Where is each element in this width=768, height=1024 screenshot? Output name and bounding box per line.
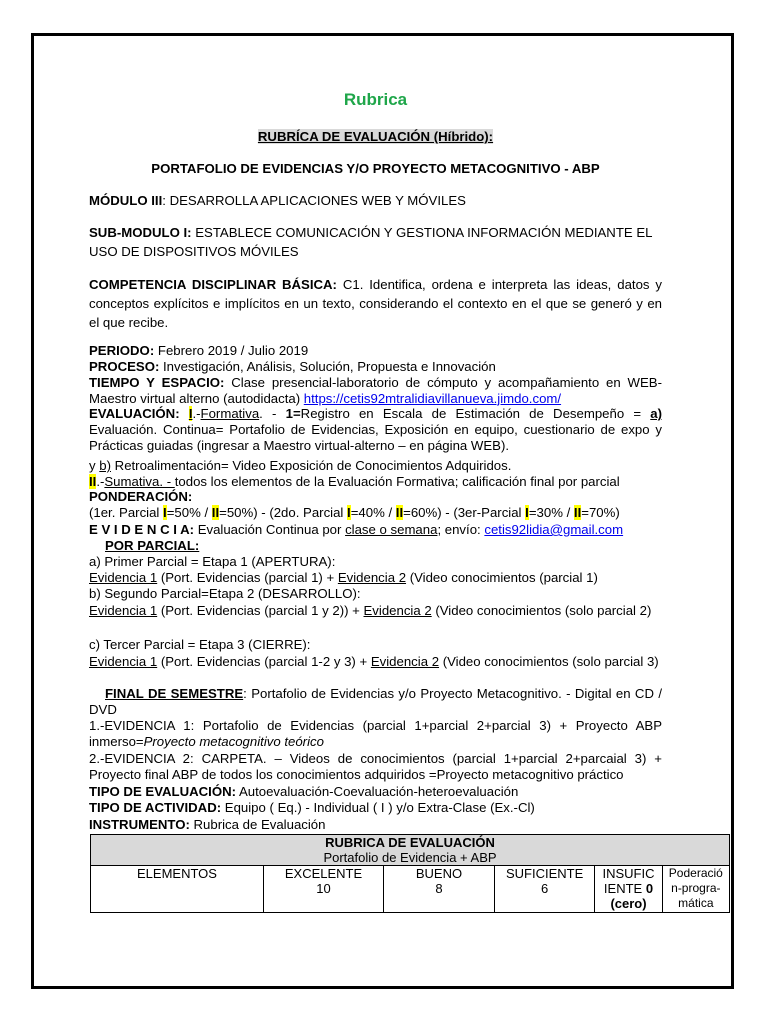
table-subtitle: Portafolio de Evidencia + ABP [323, 850, 497, 865]
competencia-text: C1. Identifica, ordena e interpreta las ideas, datos y conceptos explícitos e implícitos en un texto, considerando el contexto en el que se generó y en el que recibe. [89, 277, 662, 330]
header-ponderacion-line-2: n-progra- [671, 881, 721, 895]
parcial-b-line: b) Segundo Parcial=Etapa 2 (DESARROLLO): [89, 586, 361, 601]
c-ev-text-2: (Video conocimientos (solo parcial 3) [439, 654, 659, 669]
a-ev-text-2: (Video conocimientos (parcial 1) [406, 570, 598, 585]
b-ev-text-2: (Video conocimientos (solo parcial 2) [431, 603, 652, 618]
proceso-text: Investigación, Análisis, Solución, Propuesta e Innovación [159, 359, 496, 374]
evidencia-line [89, 522, 662, 538]
header-bueno-label: BUENO [415, 866, 463, 881]
tipo-evaluacion-line [89, 784, 662, 800]
header-insuficiente-cero: (cero) [610, 896, 647, 911]
tiempo-label: TIEMPO Y ESPACIO: [89, 375, 225, 390]
eval-roman-two: II [89, 474, 97, 489]
a-ev-text-1: (Port. Evidencias (parcial 1) + [157, 570, 338, 585]
final-semestre-text: : Portafolio de Evidencias y/o Proyecto Metacognitivo. - Digital en CD / DVD [89, 686, 663, 717]
b-ev-text-1: (Port. Evidencias (parcial 1 y 2)) + [157, 603, 364, 618]
pond-part-6: =30% / [528, 505, 574, 520]
submodulo-text: ESTABLECE COMUNICACIÓN Y GESTIONA INFORMACIÓN MEDIANTE EL USO DE DISPOSITIVOS MÓVILES [89, 225, 652, 259]
periodo-line [89, 343, 662, 359]
a-evidencia-1: Evidencia 1 [89, 570, 158, 585]
eval-one: 1= [285, 406, 301, 421]
pond-ii-2: II [395, 505, 404, 520]
eval-dash: . - [259, 406, 286, 421]
instrumento-text: Rubrica de Evaluación [189, 817, 326, 832]
tipo-actividad-label: TIPO DE ACTIVIDAD: [89, 800, 222, 815]
table-title-row [91, 835, 730, 866]
retro-line [89, 458, 662, 474]
pond-part-4: =40% / [350, 505, 396, 520]
final-semestre-block [89, 686, 662, 718]
retro-y: y [89, 458, 100, 473]
header-elementos [91, 866, 264, 913]
retro-text: Retroalimentación= Video Exposición de Conocimientos Adquiridos. [111, 458, 512, 473]
competencia-block [89, 275, 662, 332]
c-evidencia-2: Evidencia 2 [370, 654, 440, 669]
modulo-text: : DESARROLLA APLICACIONES WEB Y MÓVILES [162, 193, 466, 208]
pond-part-7: =70%) [581, 505, 620, 520]
final-semestre-label: FINAL DE SEMESTRE [105, 686, 244, 701]
tiempo-text: Clase presencial-laboratorio de cómputo y acompañamiento en WEB-Maestro virtual alterno (autodidacta) [89, 375, 662, 406]
header-insuficiente [595, 866, 662, 913]
evidencia-text: Evaluación Continua por [194, 522, 346, 537]
table-title-cell [91, 835, 730, 866]
pond-i-3: I [525, 505, 529, 520]
c-evidencia-1: Evidencia 1 [89, 654, 158, 669]
page-title: Rubrica [343, 90, 408, 109]
eval-formativa: Formativa [200, 406, 260, 421]
header-ponderacion-line-3: mática [678, 896, 714, 910]
pond-part-3: =50%) - (2do. Parcial [219, 505, 348, 520]
maestro-virtual-link[interactable]: https://cetis92mtralidiavillanueva.jimdo.com/ [303, 390, 562, 406]
header-insuficiente-line-2 [597, 881, 659, 896]
pond-part-2: =50% / [166, 505, 212, 520]
tipo-actividad-line [89, 800, 662, 816]
competencia-label: COMPETENCIA DISCIPLINAR BÁSICA: [89, 277, 337, 292]
pond-i-2: I [347, 505, 351, 520]
tipo-evaluacion-text: Autoevaluación-Coevaluación-heteroevaluación [236, 784, 519, 799]
evidencia-1-text: 1.-EVIDENCIA 1: Portafolio de Evidencias (parcial 1+parcial 2+parcial 3) + Proyecto ABP inmerso= [89, 718, 662, 749]
header-suficiente-value: 6 [541, 881, 549, 896]
eval-text-2: Evaluación. Continua= Portafolio de Evidencias, Exposición en equipo, cuestionario de expo y Prácticas guiadas (ingresar a Maestro virtual-alterno – en página WEB). [89, 421, 662, 453]
evidencia-label: E V I D E N C I A: [89, 522, 195, 537]
header-bueno-value: 8 [435, 881, 443, 896]
ponderacion-label: PONDERACIÓN: [89, 489, 193, 504]
submodulo-block [89, 223, 662, 261]
header-insuficiente-zero: 0 [645, 881, 654, 896]
sumativa-line [89, 474, 662, 490]
ponderacion-line [89, 505, 662, 521]
header-ponderacion-line-1: Poderació [668, 866, 723, 880]
parcial-a-evidencias [89, 570, 662, 586]
submodulo-label: SUB-MODULO I: [89, 225, 192, 240]
header-suficiente-label: SUFICIENTE [505, 866, 584, 881]
modulo-line [89, 193, 662, 209]
evidencia-underlined: clase o semana [345, 522, 438, 537]
instrumento-label: INSTRUMENTO: [89, 817, 190, 832]
b-evidencia-1: Evidencia 1 [89, 603, 158, 618]
modulo-label: MÓDULO III [89, 193, 163, 208]
periodo-label: PERIODO: [89, 343, 155, 358]
periodo-text: Febrero 2019 / Julio 2019 [154, 343, 309, 358]
evaluacion-block [89, 406, 662, 453]
table-title: RUBRICA DE EVALUACIÓN [325, 835, 495, 850]
eval-sep: .- [192, 406, 201, 421]
parcial-b-evidencias [89, 603, 662, 619]
parcial-c-line: c) Tercer Parcial = Etapa 3 (CIERRE): [89, 637, 311, 652]
retro-b: b) [99, 458, 111, 473]
parcial-c-evidencias [89, 654, 662, 670]
main-heading: PORTAFOLIO DE EVIDENCIAS Y/O PROYECTO METACOGNITIVO - ABP [151, 161, 600, 176]
parcial-a-line: a) Primer Parcial = Etapa 1 (APERTURA): [89, 554, 336, 569]
pond-ii-1: II [211, 505, 220, 520]
evidencia-text-2: ; envío: [437, 522, 485, 537]
proceso-label: PROCESO: [89, 359, 160, 374]
pond-part-1: (1er. Parcial [89, 505, 164, 520]
table-header-row [91, 866, 730, 913]
tipo-evaluacion-label: TIPO DE EVALUACIÓN: [89, 784, 237, 799]
eval-text-1: Registro en Escala de Estimación de Desempeño = [300, 406, 651, 421]
header-excelente [263, 866, 383, 913]
pond-i-1: I [163, 505, 167, 520]
email-link[interactable]: cetis92lidia@gmail.com [484, 522, 624, 537]
instrumento-line [89, 817, 662, 833]
b-evidencia-2: Evidencia 2 [363, 603, 432, 618]
rubric-subtitle [89, 129, 662, 145]
evaluacion-label: EVALUACIÓN: [89, 406, 180, 421]
header-insuficiente-text: IENTE [603, 881, 646, 896]
header-suficiente [494, 866, 594, 913]
header-excelente-label: EXCELENTE [284, 866, 363, 881]
proceso-line [89, 359, 662, 375]
por-parcial-heading: POR PARCIAL: [105, 538, 200, 553]
pond-ii-3: II [573, 505, 582, 520]
header-elementos-label: ELEMENTOS [137, 866, 217, 881]
sumativa-text: todos los elementos de la Evaluación Formativa; calificación final por parcial [174, 474, 620, 489]
rubric-subtitle-text: RUBRÍCA DE EVALUACIÓN (Híbrido): [257, 129, 494, 144]
eval-sumativa: Sumativa. - [104, 474, 175, 489]
rubric-table [90, 834, 730, 913]
header-insuficiente-line-1: INSUFIC [602, 866, 655, 881]
evidencia-1-italic: Proyecto metacognitivo teórico [143, 733, 324, 749]
sumativa-sep: .- [96, 474, 105, 489]
header-excelente-value: 10 [316, 881, 331, 896]
pond-part-5: =60%) - (3er-Parcial [403, 505, 526, 520]
a-evidencia-2: Evidencia 2 [337, 570, 407, 585]
header-ponderacion [662, 866, 729, 913]
eval-a: a) [650, 406, 662, 421]
evidencia-1-block [89, 718, 662, 750]
c-ev-text-1: (Port. Evidencias (parcial 1-2 y 3) + [157, 654, 371, 669]
eval-roman-one: I [188, 406, 193, 421]
tipo-actividad-text: Equipo ( Eq.) - Individual ( I ) y/o Extra-Clase (Ex.-Cl) [221, 800, 535, 815]
header-bueno [384, 866, 495, 913]
evidencia-2-block: 2.-EVIDENCIA 2: CARPETA. – Videos de conocimientos (parcial 1+parcial 2+parcaial 3) + Proyecto final ABP de todos los conocimientos adquiridos =Proyecto metacognitivo práctico [89, 751, 662, 782]
tiempo-block [89, 375, 662, 407]
